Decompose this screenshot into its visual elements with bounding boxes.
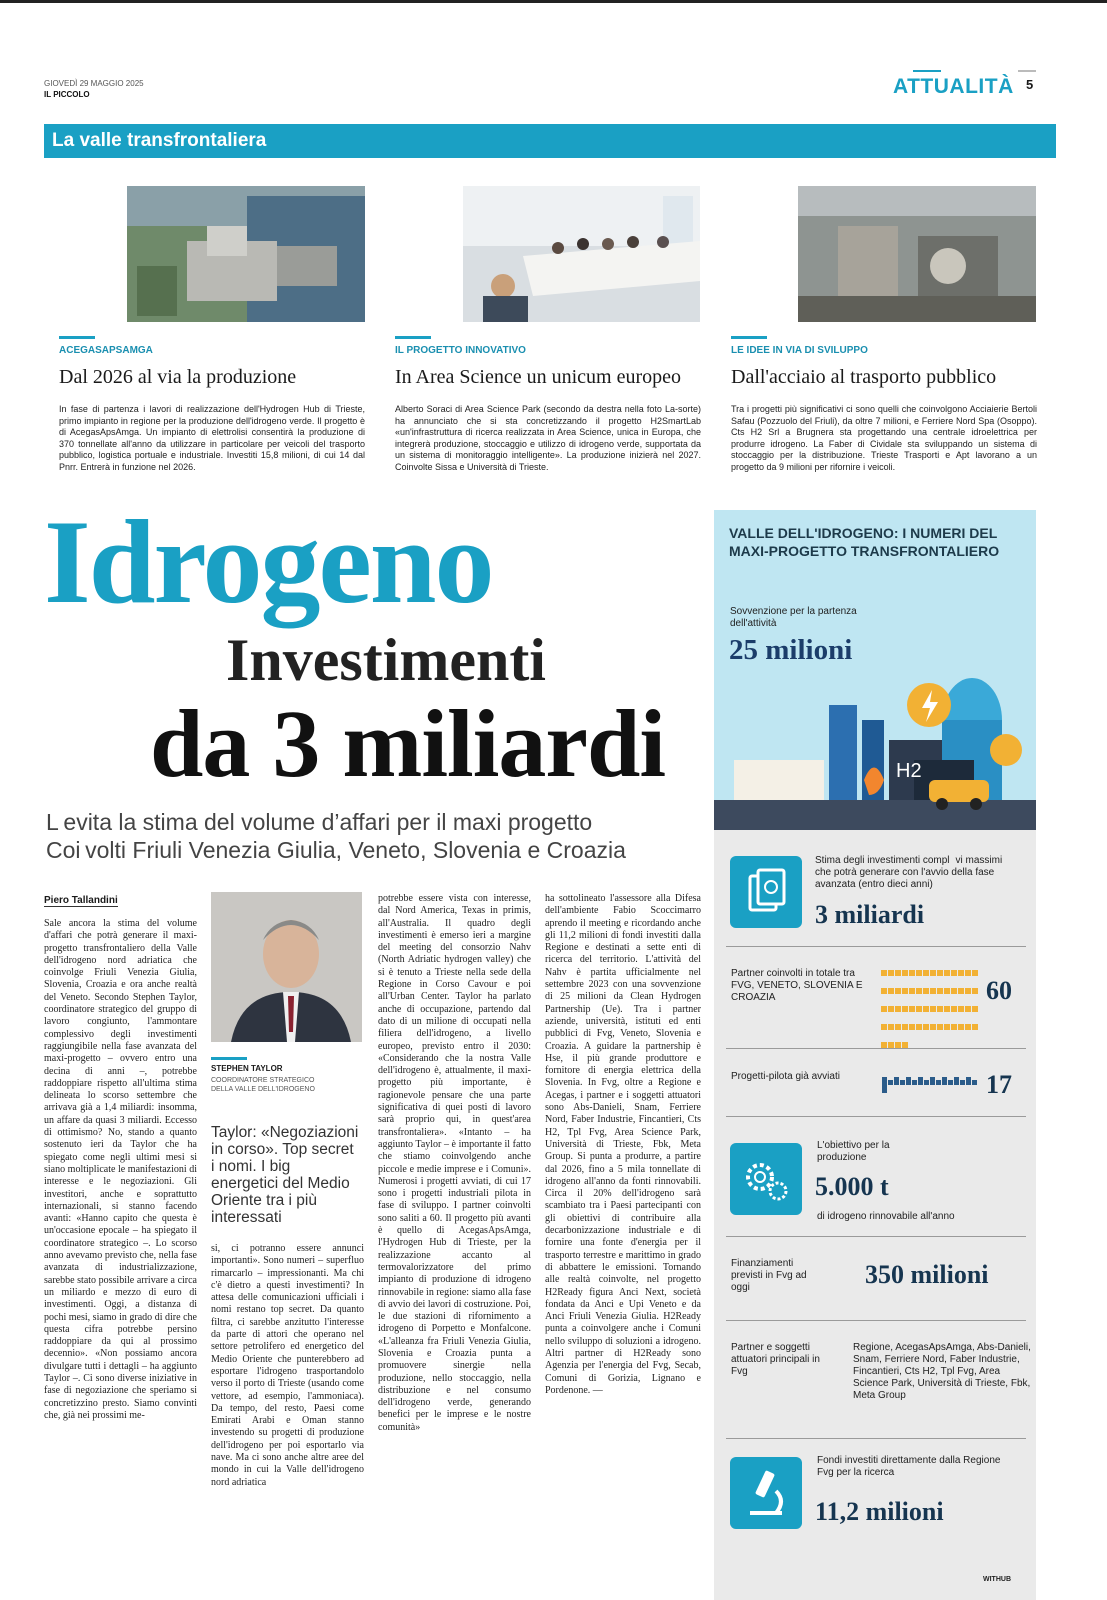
pilot-mark	[906, 1077, 911, 1085]
divider	[726, 1438, 1026, 1439]
grant-label: Sovvenzione per la partenza dell'attività	[730, 606, 857, 629]
photo-factory-interior	[798, 186, 1036, 322]
goal-value: 5.000 t	[815, 1172, 889, 1201]
partner-dot	[916, 988, 922, 994]
pilot-mark	[948, 1080, 953, 1085]
partner-dot	[881, 988, 887, 994]
goal-label: L'obiettivo per la produzione	[817, 1140, 890, 1163]
funding-value: 350 milioni	[865, 1260, 989, 1289]
divider	[726, 1116, 1026, 1117]
kicker-bar	[731, 336, 767, 339]
partner-dot	[972, 1006, 978, 1012]
partner-dot	[965, 1006, 971, 1012]
goal-unit: di idrogeno rinnovabile all'anno	[817, 1211, 955, 1222]
partner-dot	[881, 970, 887, 976]
partner-dot	[888, 988, 894, 994]
partner-dot	[951, 988, 957, 994]
caption-bar	[211, 1057, 247, 1060]
partner-dot	[909, 988, 915, 994]
issue-date: GIOVEDÌ 29 MAGGIO 2025	[44, 79, 144, 88]
story-title: Dal 2026 al via la produzione	[59, 366, 297, 388]
pilot-mark	[918, 1077, 923, 1085]
partner-dot	[923, 1024, 929, 1030]
pilot-value: 17	[986, 1070, 1012, 1099]
partner-dot	[965, 970, 971, 976]
divider	[726, 1236, 1026, 1237]
partner-dot	[937, 1006, 943, 1012]
partner-dot	[958, 970, 964, 976]
caption-name: STEPHEN TAYLOR	[211, 1064, 283, 1073]
page-number: 5	[1026, 77, 1034, 92]
pilot-mark	[930, 1077, 935, 1085]
partner-dot	[937, 988, 943, 994]
partner-dot	[909, 1006, 915, 1012]
story-body: In fase di partenza i lavori di realizzazione dell'Hydrogen Hub di Trieste, primo impianto in regione per la produzione dell'idrogeno verde. Il progetto è di AcegasApsAmga. Un impianto di elettrolisi consentirà la produzione di 370 tonnellate all'anno da utilizzare in particolare per veicoli del trasporto pubblico, logistica portuale e industriale. Investiti 15,8 milioni, di cui 14 dal Pnrr. Entrerà in funzione nel 2026.	[59, 404, 365, 472]
partner-dot	[902, 970, 908, 976]
partner-dot	[895, 970, 901, 976]
pilot-mark	[954, 1077, 959, 1085]
story-kicker: IL PROGETTO INNOVATIVO	[395, 345, 526, 356]
date-line	[44, 78, 144, 100]
partner-dot	[881, 1024, 887, 1030]
story-title: In Area Science un unicum europeo	[395, 366, 682, 388]
pilot-mark	[972, 1080, 977, 1085]
partner-dot	[944, 988, 950, 994]
partner-dot	[958, 1024, 964, 1030]
partner-dot	[951, 970, 957, 976]
headline-main: da 3 miliardi	[150, 690, 666, 797]
partner-dot	[902, 1006, 908, 1012]
story-body: Tra i progetti più significativi ci sono quelli che coinvolgono Acciaierie Bertoli Safau (Pozzuolo del Friuli), da oltre 7 milioni, e Ferriere Nord Spa (Osoppo). Cts H2 Srl a Brugnera sta progettando una centrale idroelettrica per produrre idrogeno. La Faber di Cividale sta sviluppando un sistema di stoccaggio per la distribuzione. Trieste Trasporti e Apt lavorano a un progetto da 9 milioni per rifornire i veicoli.	[731, 404, 1037, 472]
divider	[726, 946, 1026, 947]
infographic-title: VALLE DELL'IDROGENO: I NUMERI DEL MAXI-PROGETTO TRANSFRONTALIERO	[729, 525, 1000, 559]
partner-dot	[965, 988, 971, 994]
partner-dot	[965, 1024, 971, 1030]
portrait-photo	[211, 892, 362, 1042]
partner-dot	[916, 970, 922, 976]
pilot-mark	[900, 1080, 905, 1085]
partner-dot	[895, 988, 901, 994]
article-column-1: Sale ancora la stima del volume d'affari che potrà generare il maxi-progetto transfrontaliero della Valle dell'idrogeno nord adriatica che coinvolge Friuli Venezia Giulia, Slovenia, Croazia e ora anche realtà del Veneto. Secondo Stephen Taylor, coordinatore strategico del gruppo di lavoro congiunto, l'ammontare complessivo degli investimenti raggiungibile nella fase avanzata del maxi-progetto – ovvero entro una decina di anni –, potrebbe raddoppiare rispetto all'ultima stima delineata lo scorso settembre che arrivava già a 1,4 miliardi: insomma, un affare da quasi 3 miliardi. Eccesso di ottimismo? No, stando a quanto sostenuto ieri da Taylor che ha spiegato come negli ultimi mesi si siano moltiplicate le manifestazioni di interesse e le negoziazioni. Gli investitori, anche e soprattutto internazionali, si stanno facendo avanti: «Hanno capito che questa è un'occasione epocale – ha spiegato il coordinatore strategico –. Lo scorso anno avevamo previsto che, nella fase avanzata di industrializzazione, sarebbe stato possibile arrivare a circa un miliardo e mezzo di euro di investimenti. Oggi, a distanza di pochi mesi, siamo in grado di dire che questa cifra potrebbe persino raddoppiare da qui al prossimo decennio». «Non possiamo ancora divulgare tutti i dettagli – ha aggiunto Taylor –. Ci sono diverse iniziative in fase di negoziazione che speriamo si concretizzino presto. Siamo convinti che, già nei prossimi me-	[44, 918, 197, 1421]
partner-dot	[944, 970, 950, 976]
pilot-mark	[882, 1077, 887, 1085]
partner-dot	[881, 1006, 887, 1012]
partner-dot	[895, 1024, 901, 1030]
investment-value: 3 miliardi	[815, 900, 925, 929]
partner-dot	[888, 1024, 894, 1030]
pilot-mark	[942, 1077, 947, 1085]
section-accent	[913, 70, 941, 72]
partners-dot-grid	[881, 964, 981, 1054]
graphic-credit: WITHUB	[983, 1576, 1011, 1583]
subheadline-line: Coi volti Friuli Venezia Giulia, Veneto, Slovenia e Croazia	[46, 837, 626, 863]
partner-dot	[972, 988, 978, 994]
gears-icon	[730, 1143, 802, 1215]
divider	[726, 1320, 1026, 1321]
photo-meeting	[463, 186, 700, 322]
pilot-mark	[936, 1080, 941, 1085]
kicker-bar	[59, 336, 95, 339]
top-rule	[0, 0, 1107, 3]
pilot-mark	[882, 1085, 887, 1093]
investment-label: Stima degli investimenti compl vi massimi che potrà generare con l'avvio della fase avanzata (entro dieci anni)	[815, 855, 1003, 890]
research-value: 11,2 milioni	[815, 1497, 944, 1526]
partner-dot	[930, 1024, 936, 1030]
partner-dot	[958, 1006, 964, 1012]
partner-dot	[972, 1024, 978, 1030]
article-column-4: ha sottolineato l'assessore alla Difesa dell'ambiente Fabio Scoccimarro aprendo il meeting e ricordando anche gli 11,2 milioni di fondi investiti dalla Regione e destinati a sette enti di ricerca del territorio. L'attività del Nahv è partita ufficialmente nel settembre 2023 con una sovvenzione di 25 milioni da Clean Hydrogen Partnership (Ue). Tra i partner aziende, università, istituti ed enti pubblici di Fvg, Veneto, Slovenia e Croazia. A guidare la partnership è Hse, il più grande produttore e fornitore di energia elettrica della Slovenia. In Fvg, oltre a Regione e Acegas, i partner e i soggetti attuatori sono Abs-Danieli, Snam, Ferriere Nord, Faber Industrie, Fincantieri, Cts H2, Tpl Fvg, Area Science Park, Università di Trieste, Fbk, Meta Group. Si punta a produrre, a partire dal 2026, fino a 5 mila tonnellate di idrogeno all'anno da fonti rinnovabili. Circa il 20% dell'idrogeno sarà scambiato tra i Paesi partecipanti con gli obiettivi di contribuire alla decarbonizzazione industriale e di fornire una fonte d'energia per il trasporto terrestre e marittimo in grado di abbattere le emissioni. Tornando alle realtà coinvolte, nel progetto H2Ready figura Anci Next, società fondata da Anci e Upi Veneto e da Anci Friuli Venezia Giulia. H2Ready punta a coinvolgere anche i Comuni nello sviluppo di soluzioni a idrogeno. Altri partner di H2Ready sono Agenzia per l'energia del Fvg, Secab, Comuni di Gorizia, Lignano e Pordenone. —	[545, 893, 701, 1396]
partner-dot	[951, 1024, 957, 1030]
partner-dot	[888, 1006, 894, 1012]
partner-dot	[937, 1024, 943, 1030]
partner-dot	[888, 970, 894, 976]
caption-role: COORDINATORE STRATEGICO DELLA VALLE DELL'IDROGENO	[211, 1077, 315, 1093]
hydrogen-plant-illustration	[714, 660, 1036, 830]
newspaper-name: IL PICCOLO	[44, 90, 90, 99]
headline-line: Investimenti	[226, 627, 546, 693]
partner-dot	[923, 970, 929, 976]
author-byline: Piero Tallandini	[44, 895, 118, 906]
pilot-mark	[888, 1080, 893, 1085]
partners-value: 60	[986, 976, 1012, 1005]
subheadline	[46, 808, 626, 864]
partner-dot	[944, 1006, 950, 1012]
pilot-mark	[960, 1080, 965, 1085]
actors-list: Regione, AcegasApsAmga, Abs-Danieli, Snam, Ferriere Nord, Faber Industrie, Fincantieri, Cts H2, Tpl Fvg, Area Science Park, Università di Trieste, Fbk, Meta Group	[853, 1342, 1031, 1401]
funding-label: Finanziamenti previsti in Fvg ad oggi	[731, 1258, 807, 1293]
partner-dot	[937, 970, 943, 976]
partner-dot	[944, 1024, 950, 1030]
h2-label: H2	[896, 760, 922, 782]
section-name: ATTUALITÀ	[893, 75, 1014, 98]
partner-dot	[923, 988, 929, 994]
article-column-2: si, ci potranno essere annunci importanti». Sono numeri – superfluo rimarcarlo – impressionanti. Ma chi c'è dietro a questi investimenti? In attesa delle comunicazioni ufficiali i nomi restano top secret. Da quanto filtra, ci sarebbe anzitutto l'interesse da parte di attori che operano nel settore petrolifero ed energetico del Medio Oriente che punterebbero ad esportare l'idrogeno trasportandolo verso il porto di Trieste (usando come vettore, ad esempio, l'ammoniaca). Da tempo, del resto, Paesi come Emirati Arabi e Oman stanno investendo su progetti di produzione dell'idrogeno per poi esportarlo via nave. Ma ci sono anche altre aree del mondo in cui la Valle dell'idrogeno nord adriatica	[211, 1243, 364, 1488]
microscope-icon	[730, 1457, 802, 1529]
pilot-label: Progetti-pilota già avviati	[731, 1071, 840, 1082]
research-label: Fondi investiti direttamente dalla Regione Fvg per la ricerca	[817, 1455, 1001, 1478]
story-kicker: ACEGASAPSAMGA	[59, 345, 153, 356]
money-icon	[730, 856, 802, 928]
partner-dot	[930, 970, 936, 976]
partner-dot	[902, 988, 908, 994]
page-accent	[1018, 70, 1036, 72]
partner-dot	[895, 1006, 901, 1012]
partner-dot	[972, 970, 978, 976]
pilot-mark	[912, 1080, 917, 1085]
partner-dot	[930, 988, 936, 994]
partner-dot	[909, 970, 915, 976]
partner-dot	[958, 988, 964, 994]
divider	[726, 1048, 1026, 1049]
pilot-mark	[924, 1080, 929, 1085]
pilot-mark	[966, 1077, 971, 1085]
pilot-mark	[894, 1077, 899, 1085]
photo-industrial-plant	[127, 186, 365, 322]
actors-label: Partner e soggetti attuatori principali in Fvg	[731, 1342, 820, 1377]
story-body: Alberto Soraci di Area Science Park (secondo da destra nella foto La-sorte) ha annunciato che si sta concretizzando il progetto H2SmartLab «un'infrastruttura di ricerca realizzata in Area Science, unica in Europa, che integrerà produzione, stoccaggio e utilizzo di idrogeno verde, supportata da un sistema di monitoraggio intelligente». La produzione inizierà nel 2027. Coinvolte Sissa e Università di Trieste.	[395, 404, 701, 472]
partners-label: Partner coinvolti in totale tra FVG, VENETO, SLOVENIA E CROAZIA	[731, 968, 863, 1003]
story-kicker: LE IDEE IN VIA DI SVILUPPO	[731, 345, 868, 356]
partner-dot	[902, 1024, 908, 1030]
headline-kicker: Idrogeno	[44, 495, 493, 628]
pull-quote: Taylor: «Negoziazioni in corso». Top secret i nomi. I big energetici del Medio Oriente tra i più interessati	[211, 1124, 359, 1226]
partner-dot	[909, 1024, 915, 1030]
partner-dot	[930, 1006, 936, 1012]
topic-banner: La valle transfrontaliera	[44, 124, 1056, 158]
pilot-bars	[882, 1077, 982, 1093]
story-title: Dall'acciaio al trasporto pubblico	[731, 366, 997, 388]
partner-dot	[916, 1006, 922, 1012]
subheadline-line: L evita la stima del volume d’affari per il maxi progetto	[46, 809, 593, 835]
partner-dot	[951, 1006, 957, 1012]
partner-dot	[916, 1024, 922, 1030]
kicker-bar	[395, 336, 431, 339]
partner-dot	[923, 1006, 929, 1012]
grant-value: 25 milioni	[729, 634, 853, 666]
article-column-3: potrebbe essere vista con interesse, dal Nord America, Texas in primis, all'Australia. Il quadro degli investimenti è emerso ieri a margine del meeting del consorzio Nahv (North Adriatic hydrogen valley) che si è tenuto a Trieste nella sede della Regione in Corso Cavour e poi all'Urban Center. Taylor ha parlato anche di occupazione, partendo dal dato di un milione di occupati nella filiera dell'idrogeno, a livello europeo, previsto entro il 2030: «Considerando che la nostra Valle dell'idrogeno è, attualmente, il maxi-progetto più importante, è ragionevole pensare che una parte significativa di quei posti di lavoro sarà proprio qui, in quest'area transfrontaliera». «Intanto – ha aggiunto Taylor – è importante il fatto che stiamo coinvolgendo anche piccole e medie imprese e i Comuni». Numerosi i progetti avviati, di cui 17 sono i progetti industriali pilota in fase di sviluppo. I partner coinvolti sono saliti a 60. Il progetto più avanti è quello di AcegasApsAmga, l'Hydrogen Hub di Trieste, per la realizzazione accanto al termovalorizzatore del primo impianto di produzione di idrogeno rinnovabile in regione: siamo alla fase di avvio dei lavori di costruzione. Poi, le due stazioni di rifornimento a idrogeno di Porpetto e Monfalcone. «L'alleanza fra Friuli Venezia Giulia, Slovenia e Croazia punta a promuovere sinergie nella produzione, nello stoccaggio, nella distribuzione e nel consumo dell'idrogeno verde, generando benefici per le imprese e le nostre comunità»	[378, 893, 531, 1433]
